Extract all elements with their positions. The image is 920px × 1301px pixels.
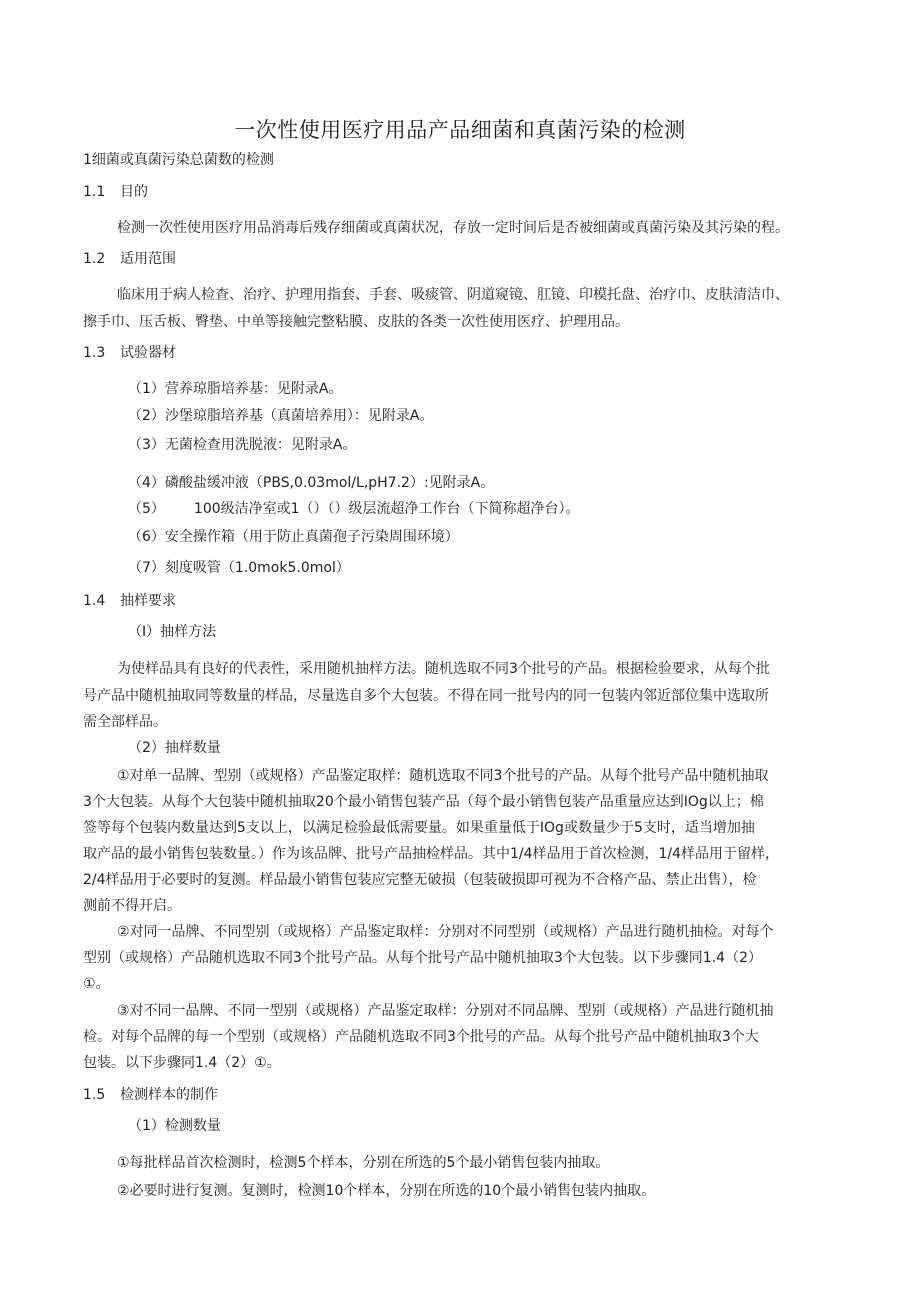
paragraph-line: 签等每个包装内数量达到5支以上，以满足检验最低需要量。如果重量低于IOg或数量少于5支时，适当增加抽 <box>83 820 755 836</box>
paragraph-line: ③对不同一品牌、不同一型别（或规格）产品鉴定取样：分别对不同品牌、型别（或规格）产品进行随机抽 <box>117 1003 774 1019</box>
section-1-2-heading <box>83 250 176 268</box>
paragraph-line: 检。对每个品牌的每一个型别（或规格）产品随机选取不同3个批号的产品。从每个批号产品中随机抽取3个大 <box>83 1029 759 1045</box>
paragraph-line: ②必要时进行复测。复测时，检测10个样本，分别在所选的10个最小销售包装内抽取。 <box>117 1183 656 1199</box>
section-title: 抽样要求 <box>120 593 176 609</box>
section-title: 目的 <box>120 184 148 200</box>
material-item: （4）磷酸盐缓冲液（PBS,0.03mol∕L,pH7.2）:见附录A。 <box>128 475 495 491</box>
paragraph-line: 3个大包装。从每个大包装中随机抽取20个最小销售包装产品（每个最小销售包装产品重量应达到IOg以上；棉 <box>83 794 764 810</box>
paragraph-line: 取产品的最小销售包装数量。）作为该品牌、批号产品抽检样品。其中1/4样品用于首次检测，1/4样品用于留样， <box>83 846 780 862</box>
paragraph-line: 需全部样品。 <box>83 714 167 730</box>
section-title: 试验器材 <box>120 345 176 361</box>
section-title: 检测样本的制作 <box>120 1087 218 1103</box>
section-1-4-heading <box>83 592 176 610</box>
paragraph-line: 型别（或规格）产品随机选取不同3个批号产品。从每个批号产品中随机抽取3个大包装。以下步骤同1.4（2） <box>83 950 762 966</box>
subsection-heading: （2）抽样数量 <box>128 740 221 756</box>
material-item: （3）无菌检查用洗脱液：见附录A。 <box>128 437 357 453</box>
section-number: 1.1 <box>83 184 106 200</box>
material-item: （2）沙堡琼脂培养基（真菌培养用）：见附录A。 <box>128 408 434 424</box>
material-item: （1）营养琼脂培养基：见附录A。 <box>128 381 343 397</box>
section-number: 1.5 <box>83 1087 106 1103</box>
section-1-1-heading <box>83 183 148 201</box>
section-number: 1.2 <box>83 251 106 267</box>
section-title: 适用范围 <box>120 251 176 267</box>
section-1-3-heading <box>83 344 176 362</box>
material-item-text: 100级洁净室或1（）（）级层流超净工作台（下简称超净台）。 <box>193 501 580 517</box>
section-1-heading: 1细菌或真菌污染总菌数的检测 <box>83 152 274 168</box>
material-item <box>128 500 580 518</box>
section-number: 1.3 <box>83 345 106 361</box>
paragraph-line: 测前不得开启。 <box>83 898 181 914</box>
paragraph-line: ②对同一品牌、不同型别（或规格）产品鉴定取样：分别对不同型别（或规格）产品进行随机抽检。对每个 <box>117 924 774 940</box>
paragraph-purpose: 检测一次性使用医疗用品消毒后残存细菌或真菌状况，存放一定时间后是否被细菌或真菌污染及其污染的程。 <box>117 220 789 236</box>
paragraph-line: ①。 <box>83 976 110 992</box>
subsection-heading: （I）抽样方法 <box>128 624 217 640</box>
paragraph-line: ①每批样品首次检测时，检测5个样本，分别在所选的5个最小销售包装内抽取。 <box>117 1155 610 1171</box>
paragraph-line: 为使样品具有良好的代表性，采用随机抽样方法。随机选取不同3个批号的产品。根据检验要求，从每个批 <box>117 661 770 677</box>
section-1-5-heading <box>83 1086 218 1104</box>
paragraph-line: ①对单一品牌、型别（或规格）产品鉴定取样：随机选取不同3个批号的产品。从每个批号产品中随机抽取 <box>117 768 769 784</box>
paragraph-scope-line: 临床用于病人检查、治疗、护理用指套、手套、吸痰管、阴道窥镜、肛镜、印模托盘、治疗巾、皮肤清洁巾、 <box>117 287 789 303</box>
paragraph-line: 号产品中随机抽取同等数量的样品，尽量选自多个大包装。不得在同一批号内的同一包装内邻近部位集中选取所 <box>83 688 769 704</box>
material-item: （6）安全操作箱（用于防止真菌孢子污染周围环境） <box>128 529 459 545</box>
paragraph-line: 2/4样品用于必要时的复测。样品最小销售包装应完整无破损（包装破损即可视为不合格产品、禁止出售），检 <box>83 872 757 888</box>
material-item: （7）刻度吸管（1.0mok5.0mol） <box>128 560 350 576</box>
subsection-heading: （1）检测数量 <box>128 1118 221 1134</box>
document-title: 一次性使用医疗用品产品细菌和真菌污染的检测 <box>234 118 686 142</box>
paragraph-line: 包装。以下步骤同1.4（2）①。 <box>83 1055 281 1071</box>
section-number: 1.4 <box>83 593 106 609</box>
material-item-label: （5） <box>128 501 165 517</box>
paragraph-scope-line: 擦手巾、压舌板、臀垫、中单等接触完整粘膜、皮肤的各类一次性使用医疗、护理用品。 <box>83 314 629 330</box>
